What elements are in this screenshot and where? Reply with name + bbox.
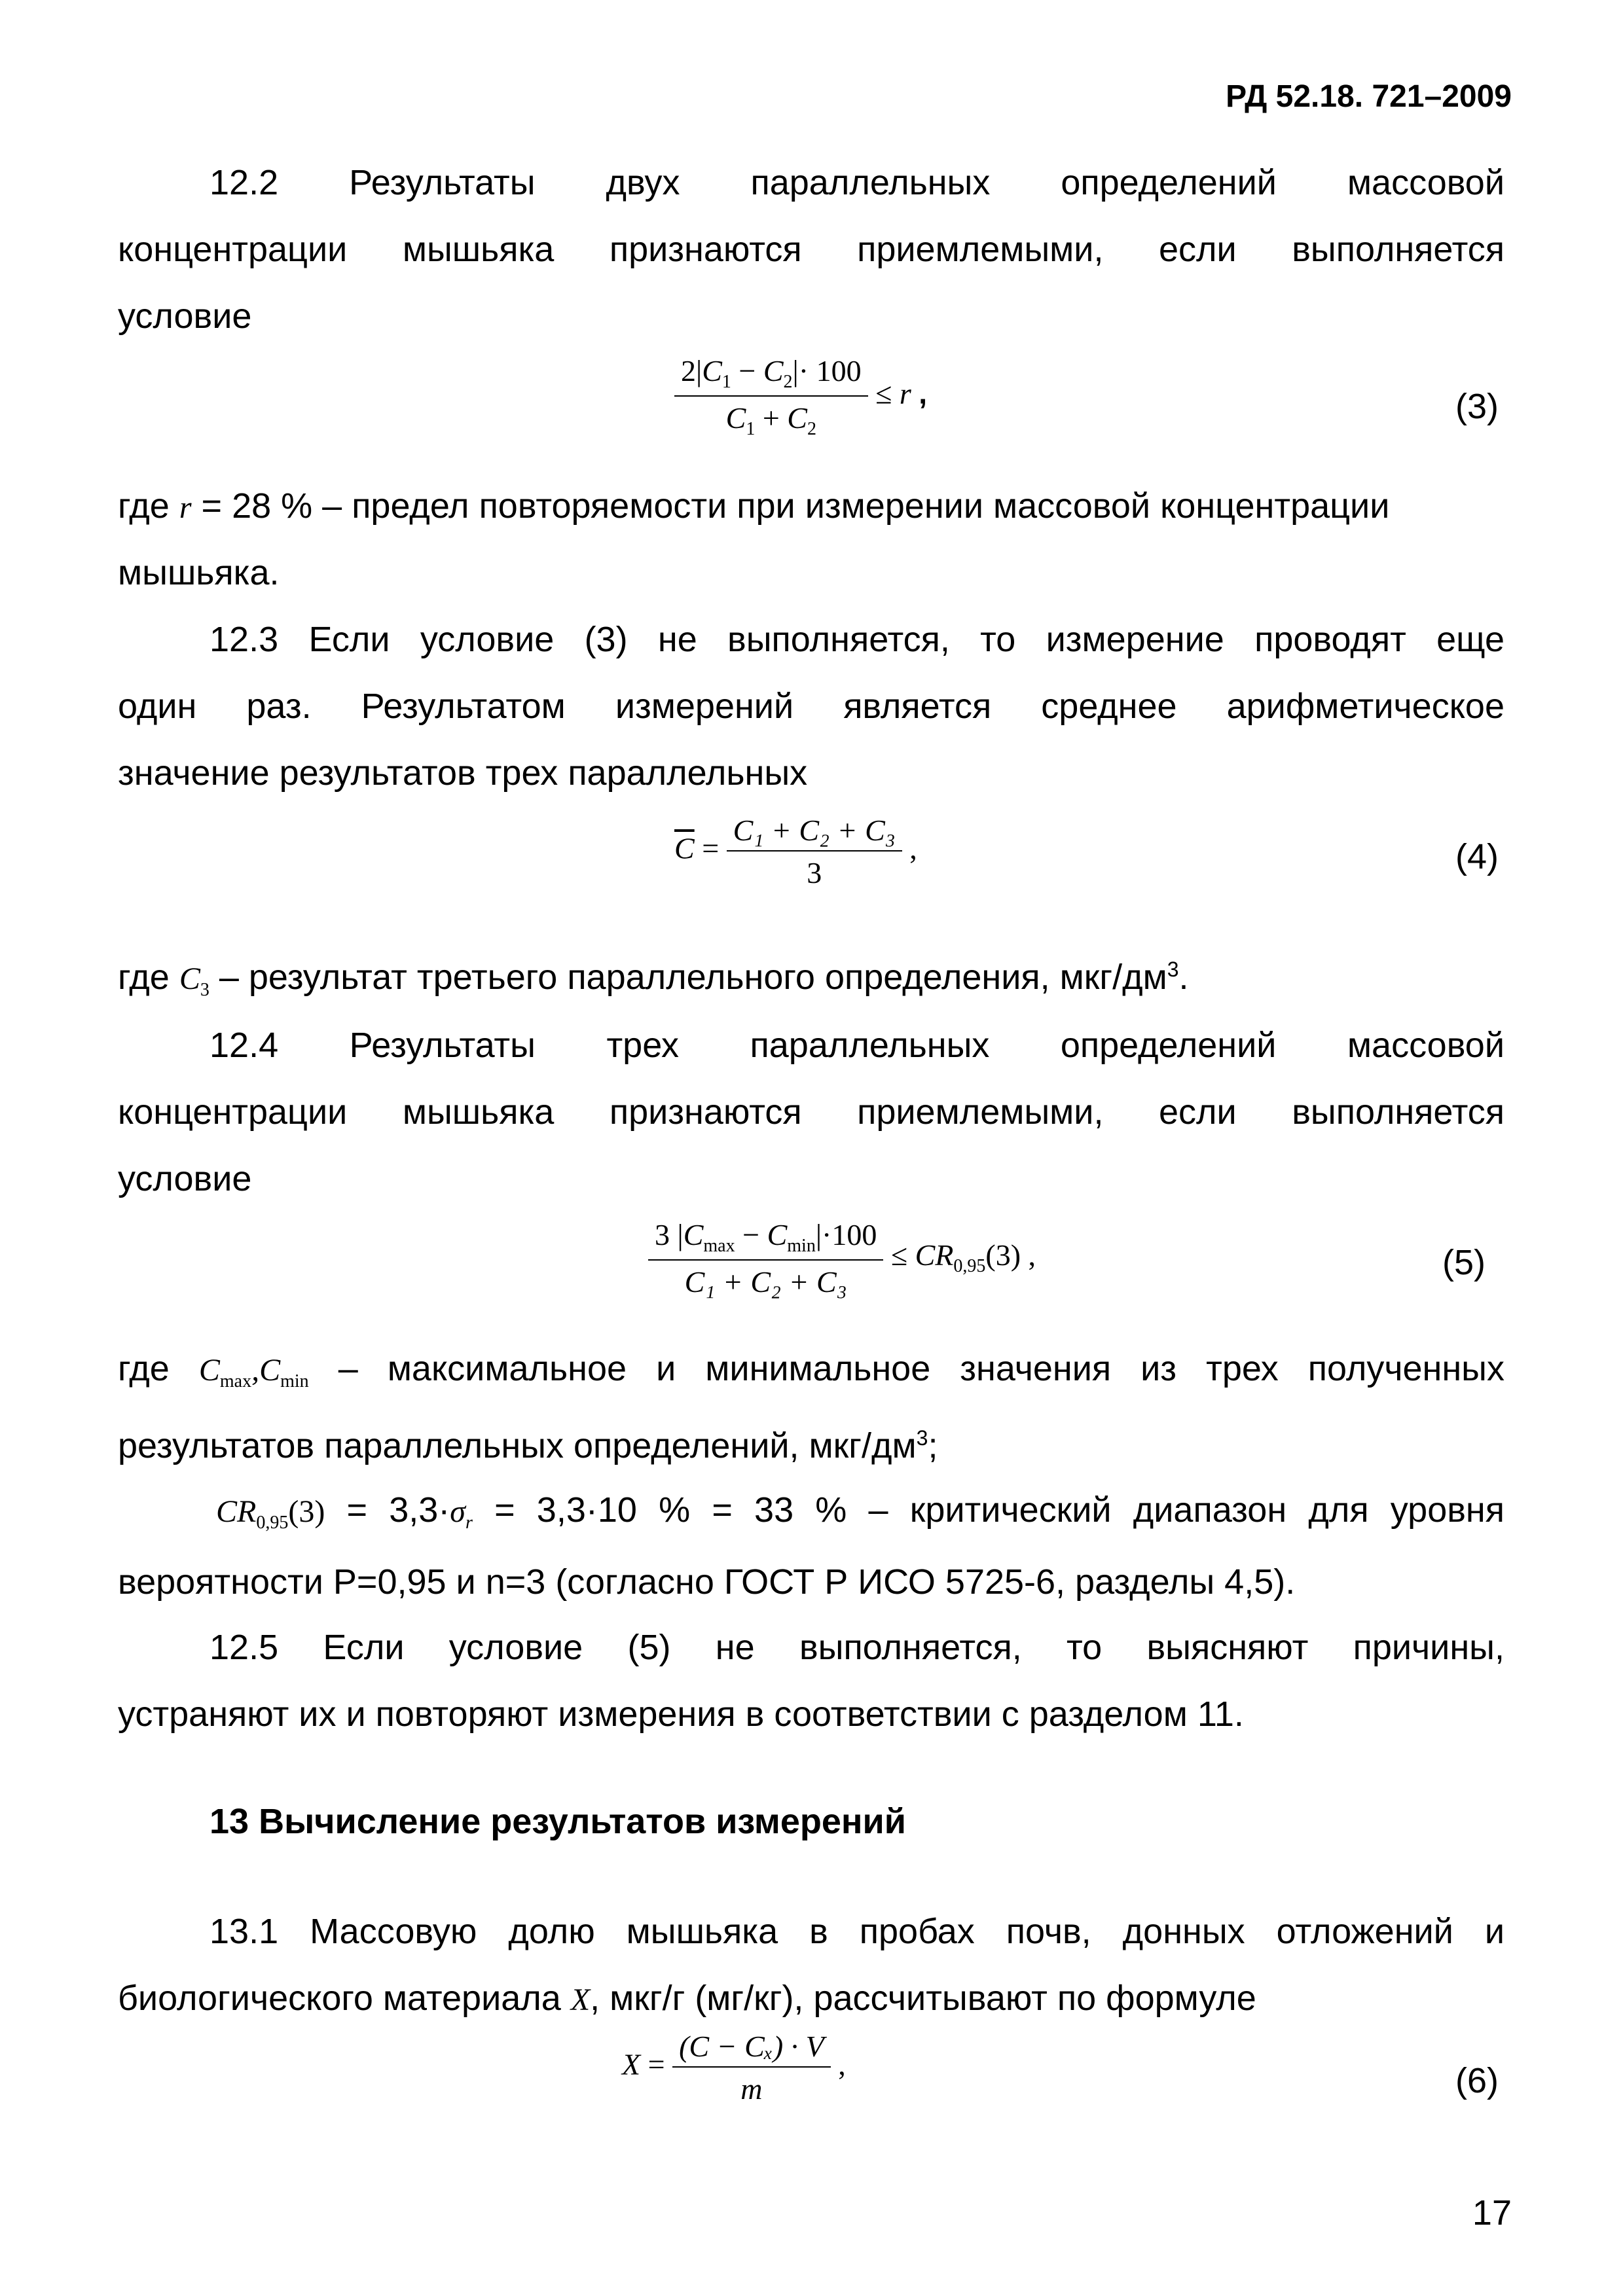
clause-number: 12.5 xyxy=(210,1628,279,1667)
paragraph-12-2-line-2: концентрации мышьяка признаются приемлемыми, если выполняется xyxy=(118,230,1504,269)
equation-3-label: (3) xyxy=(1455,387,1499,426)
text-line: Массовую долю мышьяка в пробах почв, донных отложений и xyxy=(310,1912,1504,1951)
paragraph-12-3-line-3: значение результатов трех параллельных xyxy=(118,753,808,793)
text-line: Если условие (3) не выполняется, то измерение проводят еще xyxy=(308,620,1504,659)
equation-5-denominator: C₁ + C₂ + C₃ xyxy=(684,1265,847,1299)
equation-6: X = $\frac{\text{(C − Cₓ) · V}}{m}$ , xyxy=(622,2030,846,2106)
paragraph-12-4-line-2: концентрации мышьяка признаются приемлемыми, если выполняется xyxy=(118,1092,1504,1132)
document-id-header: РД 52.18. 721–2009 xyxy=(1226,79,1512,114)
critical-range-line-2: вероятности Р=0,95 и n=3 (согласно ГОСТ Р ИСО 5725-6, разделы 4,5). xyxy=(118,1562,1296,1602)
clause-number: 12.2 xyxy=(210,163,279,202)
paragraph-12-5-line-1 xyxy=(118,1614,1504,1681)
paragraph-12-4-line-3: условие xyxy=(118,1159,252,1198)
where-cmax-cmin-line-2: результатов параллельных определений, мкг/$дм^3$; xyxy=(118,1426,938,1465)
paragraph-12-2-line-3: условие xyxy=(118,296,252,336)
text-line: Результаты трех параллельных определений массовой xyxy=(349,1026,1504,1065)
equation-3-fraction xyxy=(674,353,868,440)
paragraph-13-1-line-2: биологического материала X, мкг/г (мг/кг), рассчитывают по формуле xyxy=(118,1979,1256,2018)
equation-6-numerator: (C − Cₓ) · V xyxy=(672,2029,831,2068)
where-r-line-2: мышьяка. xyxy=(118,553,280,592)
equation-4-fraction xyxy=(727,813,902,890)
paragraph-12-3-line-1 xyxy=(118,606,1504,673)
equation-4-denominator: 3 xyxy=(807,856,822,889)
text-line: Результаты двух параллельных определений массовой xyxy=(349,163,1504,202)
equation-5-numerator: 3 $|C_{max} - C_{min}|\cdot 100$ xyxy=(648,1217,883,1261)
paragraph-12-4-line-1 xyxy=(118,1012,1504,1079)
equation-6-denominator: m xyxy=(740,2072,763,2106)
equation-3-denominator: $C_1 + C_2$ xyxy=(725,401,816,439)
critical-range-line: CR0,95(3) = 3,3·σr = 3,3·10 % = 33 % – критический диапазон для уровня xyxy=(216,1490,1504,1533)
where-cmax-cmin-line: где Cmax,Cmin – максимальное и минимальное значения из трех полученных xyxy=(118,1349,1504,1391)
equation-4-numerator: C₁ + C₂ + C₃ xyxy=(727,813,902,852)
equation-5: $\frac{3 |C_{max} - C_{min}|\cdot 100}{\text{C₁ + C₂ + C₃}}$ ≤ $CR_{0,95}(3)$ , xyxy=(648,1217,1036,1299)
equation-6-fraction xyxy=(672,2029,831,2106)
equation-3: $\frac{2|C_1 - C_2|\cdot 100}{C_1 + C_2}$ ≤ r , xyxy=(674,353,927,440)
equation-6-label: (6) xyxy=(1455,2061,1499,2100)
where-c3-line: где C3 – результат третьего параллельного определения, мкг/$дм^3$. xyxy=(118,958,1189,1000)
clause-number: 12.4 xyxy=(210,1026,279,1065)
clause-number: 12.3 xyxy=(210,620,279,659)
section-13-heading: 13 Вычисление результатов измерений xyxy=(210,1802,906,1841)
paragraph-13-1-line-1 xyxy=(118,1898,1504,1965)
page-number: 17 xyxy=(1472,2193,1512,2233)
text-line: Если условие (5) не выполняется, то выясняют причины, xyxy=(323,1628,1504,1667)
equation-5-fraction xyxy=(648,1217,883,1299)
equation-4-label: (4) xyxy=(1455,837,1499,876)
paragraph-12-3-line-2: один раз. Результатом измерений является среднее арифметическое xyxy=(118,687,1504,726)
paragraph-12-5-line-2: устраняют их и повторяют измерения в соответствии с разделом 11. xyxy=(118,1695,1244,1734)
where-r-line: где r = 28 % – предел повторяемости при измерении массовой концентрации xyxy=(118,486,1390,526)
equation-3-numerator: $2|C_1 - C_2|\cdot 100$ xyxy=(674,353,868,397)
clause-number: 13.1 xyxy=(210,1912,279,1951)
equation-5-label: (5) xyxy=(1442,1243,1486,1282)
paragraph-12-2-line-1 xyxy=(118,149,1504,216)
equation-4: $\overline{C}$ = $\frac{\text{C₁ + C₂ + C₃}}{3}$ , xyxy=(674,814,917,889)
